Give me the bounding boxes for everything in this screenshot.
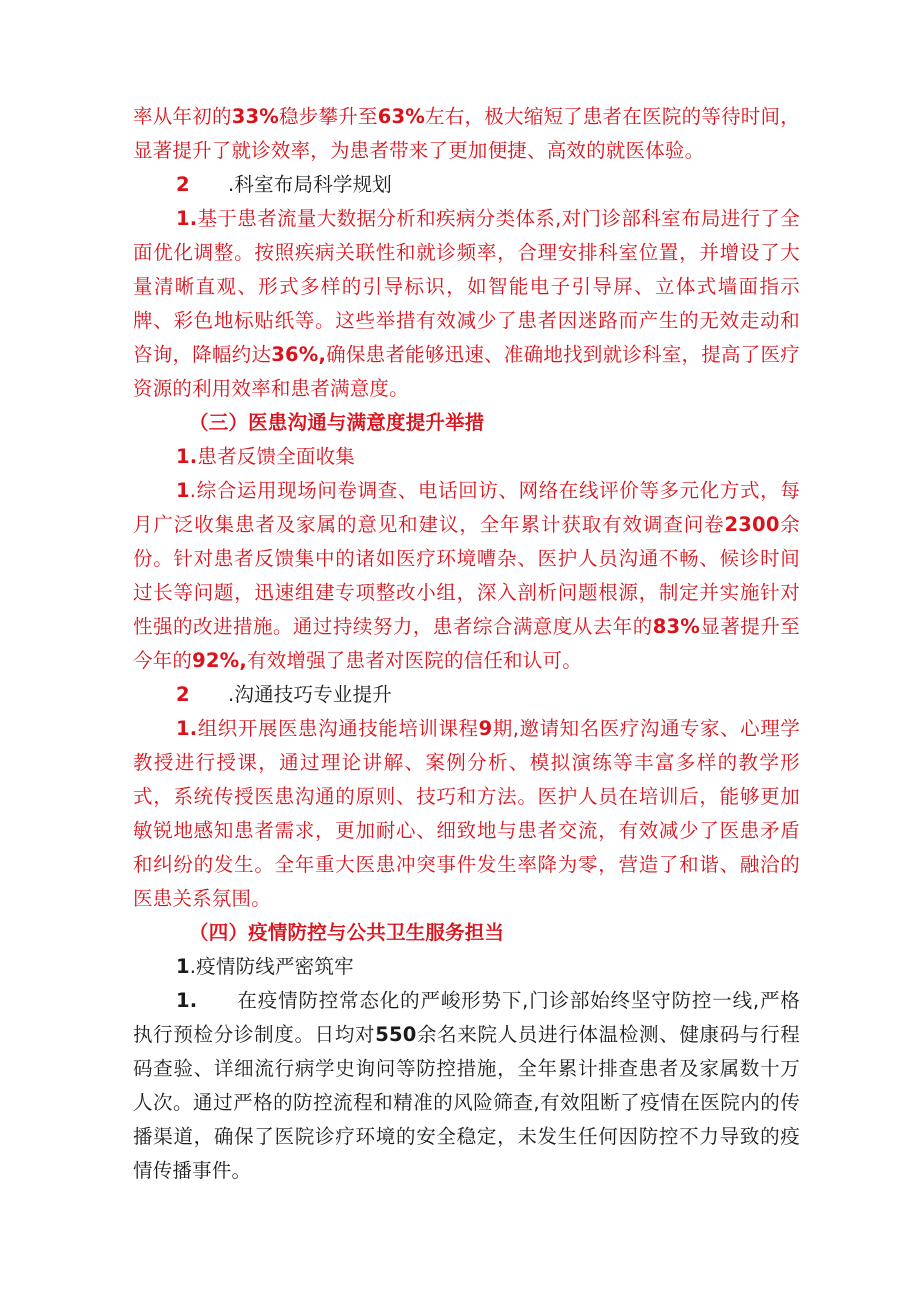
heading-epidemic-defense: 1.疫情防线严密筑牢 bbox=[176, 955, 354, 978]
section-heading-epidemic: （四）疫情防控与公共卫生服务担当 bbox=[189, 921, 505, 944]
paragraph-feedback: 1.综合运用现场问卷调查、电话回访、网络在线评价等多元化方式，每月广泛收集患者及家属的意见和建议，全年累计获取有效调查问卷2300余份。针对患者反馈集中的诸如医疗环境嘈杂、医护人员沟通不畅、候诊时间过长等问题，迅速组建专项整改小组，深入剖析问题根源，制定并实施针对性强的改进措施。通过持续努力，患者综合满意度从去年的83%显著提升至今年的92%,有效增强了患者对医院的信任和认可。 bbox=[133, 479, 800, 672]
paragraph-layout: 1.基于患者流量大数据分析和疾病分类体系,对门诊部科室布局进行了全面优化调整。按照疾病关联性和就诊频率，合理安排科室位置，并增设了大量清晰直观、形式多样的引导标识，如智能电子引导屏、立体式墙面指示牌、彩色地标贴纸等。这些举措有效减少了患者因迷路而产生的无效走动和咨询，降幅约达36%,确保患者能够迅速、准确地找到就诊科室，提高了医疗资源的利用效率和患者满意度。 bbox=[133, 207, 800, 400]
heading-communication-skills: 2 .沟通技巧专业提升 bbox=[176, 683, 392, 706]
paragraph-wait-time: 率从年初的33%稳步攀升至63%左右，极大缩短了患者在医院的等待时间，显著提升了就诊效率，为患者带来了更加便捷、高效的就医体验。 bbox=[133, 105, 800, 162]
paragraph-training: 1.组织开展医患沟通技能培训课程9期,邀请知名医疗沟通专家、心理学教授进行授课，通过理论讲解、案例分析、模拟演练等丰富多样的教学形式，系统传授医患沟通的原则、技巧和方法。医护人员在培训后，能够更加敏锐地感知患者需求，更加耐心、细致地与患者交流，有效减少了医患矛盾和纠纷的发生。全年重大医患冲突事件发生率降为零，营造了和谐、融洽的医患关系氛围。 bbox=[133, 717, 800, 910]
section-heading-communication: （三）医患沟通与满意度提升举措 bbox=[189, 411, 485, 434]
heading-feedback: 1.患者反馈全面收集 bbox=[176, 445, 355, 468]
heading-layout-planning: 2 .科室布局科学规划 bbox=[176, 173, 392, 196]
paragraph-epidemic: 1. 在疫情防控常态化的严峻形势下,门诊部始终坚守防控一线,严格执行预检分诊制度。日均对550余名来院人员进行体温检测、健康码与行程码查验、详细流行病学史询问等防控措施，全年累计排查患者及家属数十万人次。通过严格的防控流程和精准的风险筛查,有效阻断了疫情在医院内的传播渠道，确保了医院诊疗环境的安全稳定，未发生任何因防控不力导致的疫情传播事件。 bbox=[133, 989, 800, 1182]
